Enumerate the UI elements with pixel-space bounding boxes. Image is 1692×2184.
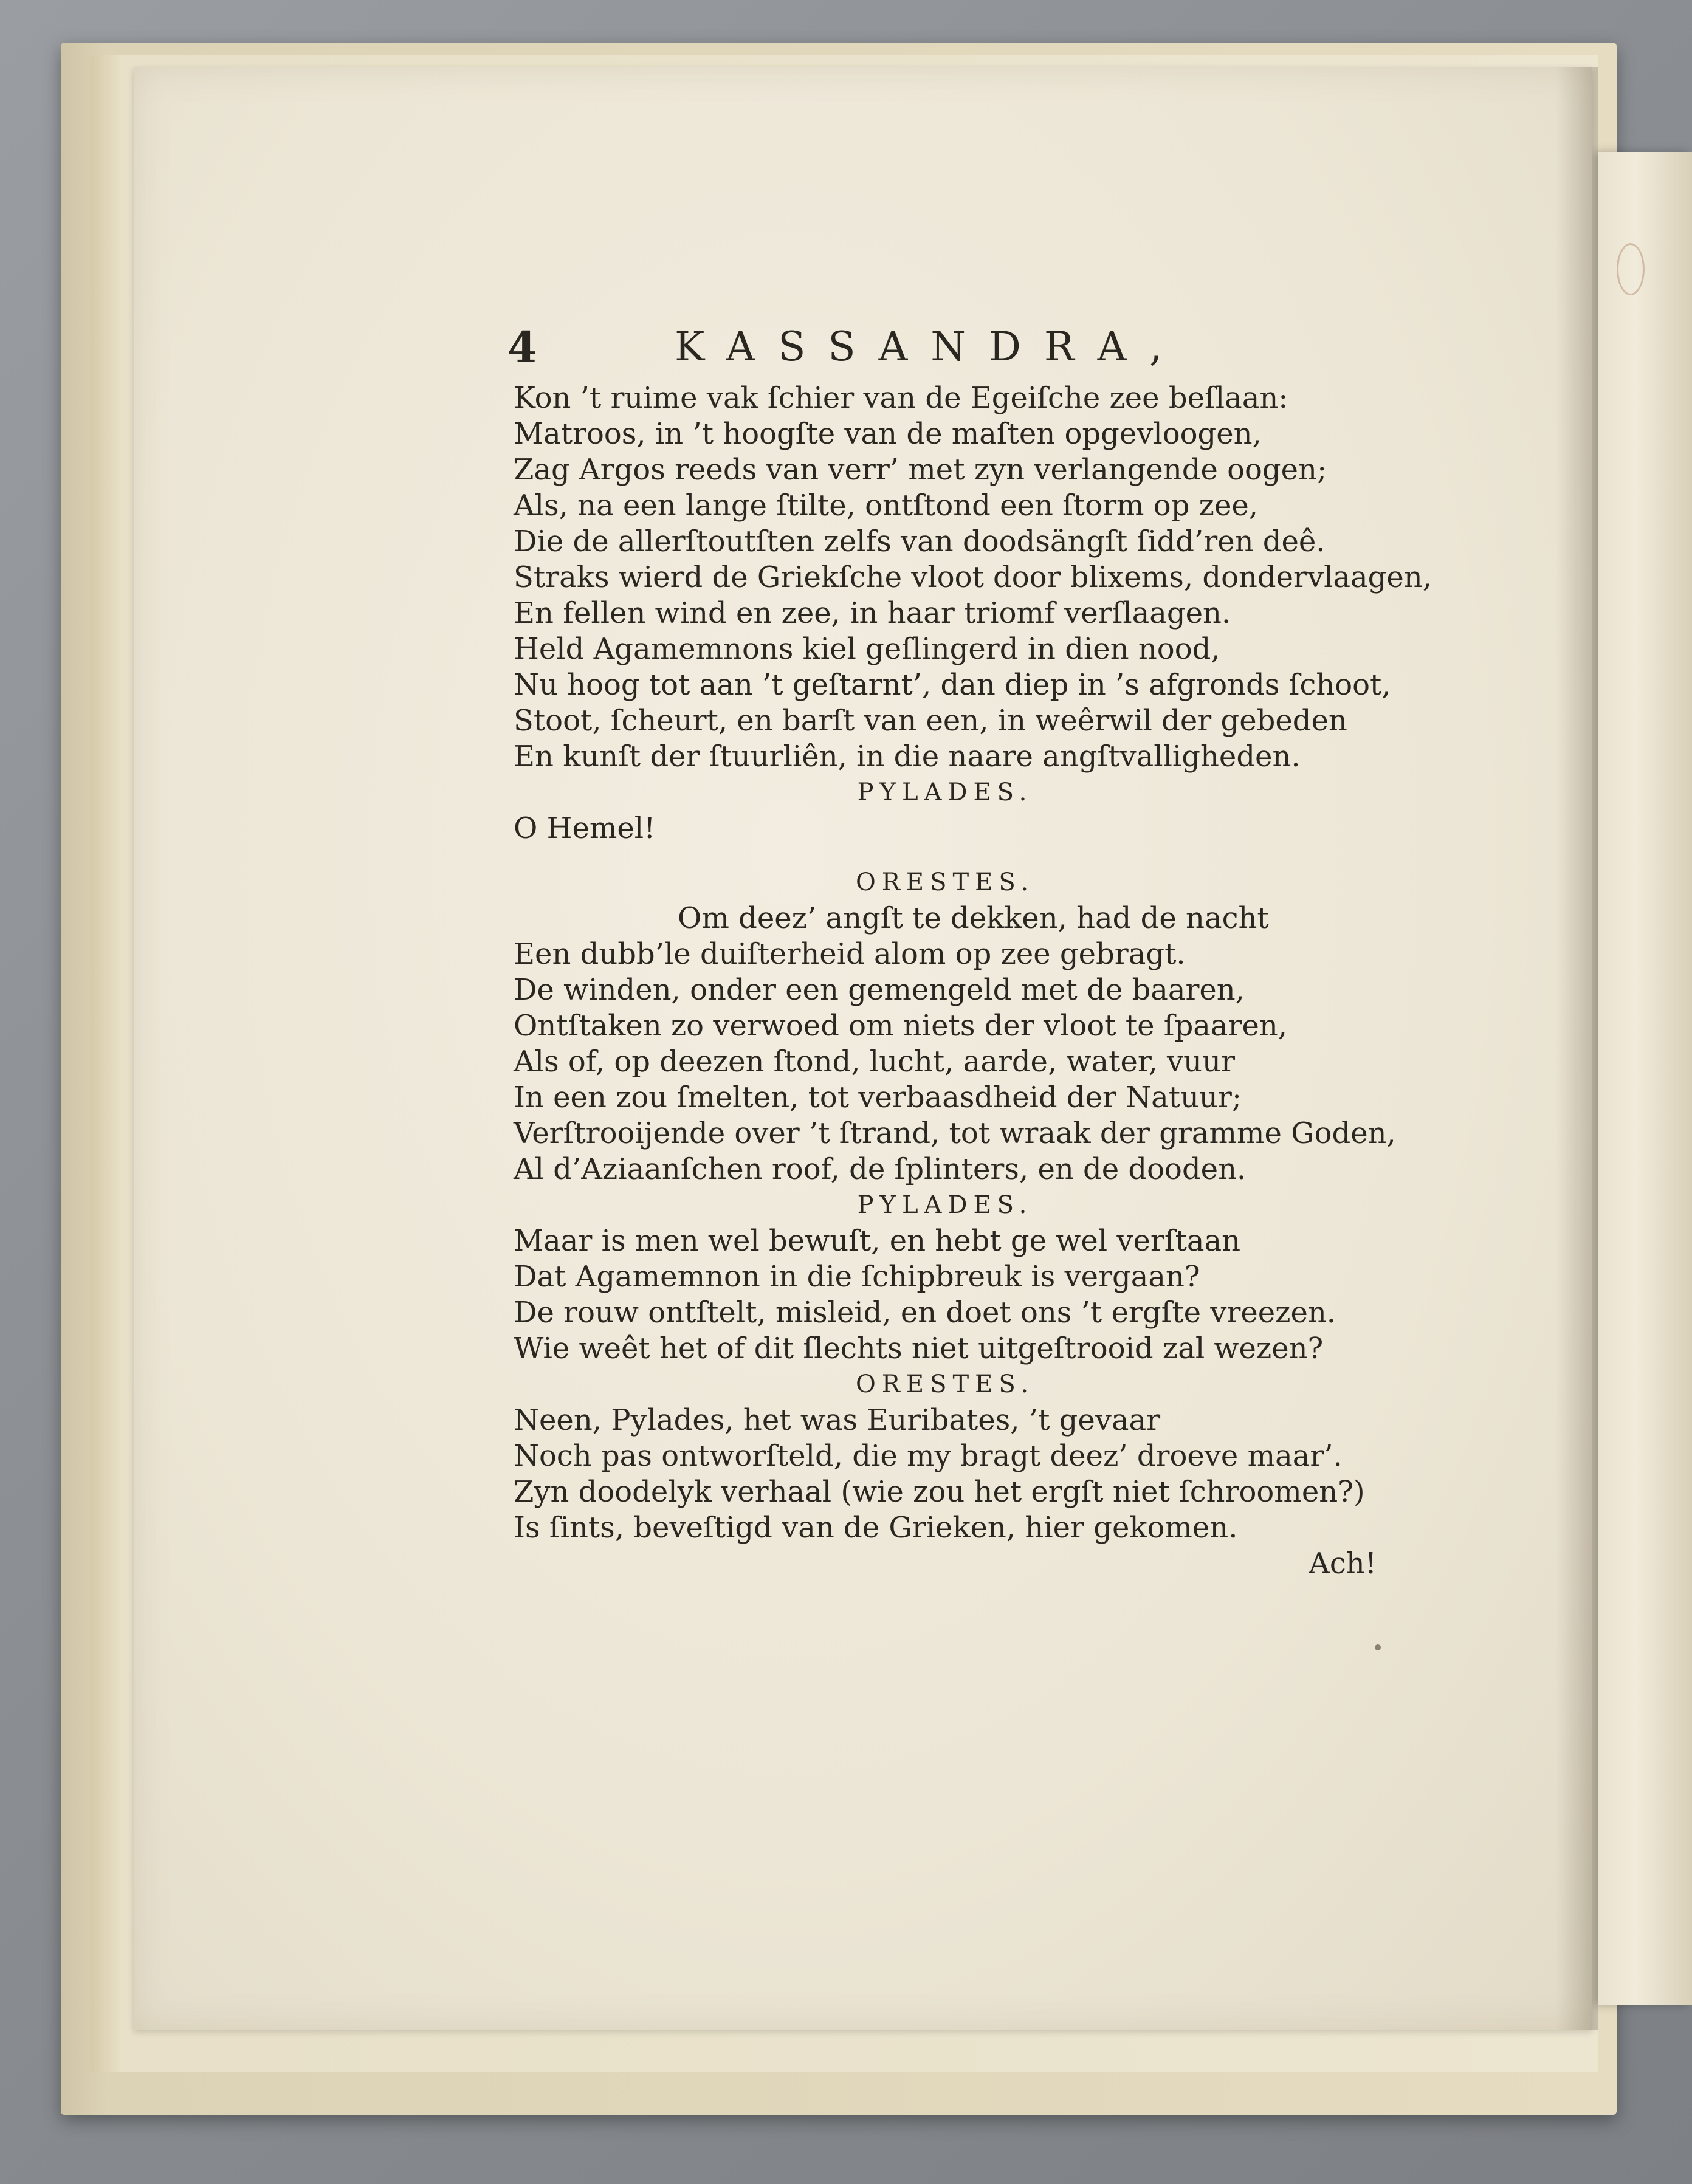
verse-line: In een zou ſmelten, tot verbaasdheid der Natuur;: [514, 1080, 1242, 1114]
verse-line: Wie weêt het of dit ſlechts niet uitgeſtrooid zal wezen?: [514, 1331, 1324, 1365]
verse-line: O Hemel!: [514, 811, 656, 845]
verse-line: Straks wierd de Griekſche vloot door blixems, dondervlaagen,: [514, 560, 1432, 594]
page-number: 4: [507, 322, 537, 373]
verse-line: Kon ’t ruime vak ſchier van de Egeiſche zee beſlaan:: [514, 381, 1288, 415]
verse-line: Dat Agamemnon in die ſchipbreuk is vergaan?: [514, 1260, 1200, 1294]
verse-line: Als, na een lange ſtilte, ontſtond een ſtorm op zee,: [514, 489, 1259, 523]
verse-line: Verſtrooijende over ’t ſtrand, tot wraak der gramme Goden,: [514, 1116, 1396, 1150]
catchword: Ach!: [1309, 1547, 1377, 1581]
verse-lines: [514, 380, 1432, 1546]
verse-line: Een dubb’le duiſterheid alom op zee gebragt.: [514, 937, 1186, 971]
verse-line: Al d’Aziaanſchen roof, de ſplinters, en de dooden.: [514, 1152, 1247, 1186]
facing-page-edge: [1598, 152, 1692, 2005]
speaker-heading: PYLADES.: [857, 778, 1033, 806]
verse-line: En fellen wind en zee, in haar triomf verſlaagen.: [514, 596, 1231, 630]
running-title: KASSANDRA,: [675, 323, 1186, 370]
verse-line: Om deez’ angſt te dekken, had de nacht: [678, 901, 1269, 935]
verse-line: Zyn doodelyk verhaal (wie zou het ergſt niet ſchroomen?): [514, 1475, 1365, 1509]
verse-line: De winden, onder een gemengeld met de baaren,: [514, 973, 1245, 1007]
verse-line: Neen, Pylades, het was Euribates, ’t gevaar: [514, 1403, 1161, 1437]
verse-line: Is ſints, beveſtigd van de Grieken, hier gekomen.: [514, 1511, 1238, 1545]
verse-line: Held Agamemnons kiel geſlingerd in dien nood,: [514, 632, 1220, 666]
verse-line: Stoot, ſcheurt, en barſt van een, in weêrwil der gebeden: [514, 704, 1347, 738]
paper-stain: [1617, 243, 1645, 295]
ink-speck: [1375, 1644, 1381, 1650]
verse-line: Matroos, in ’t hoogſte van de maſten opgevloogen,: [514, 417, 1262, 451]
speaker-heading: ORESTES.: [855, 1370, 1035, 1398]
verse-line: Die de allerſtoutſten zelfs van doodsängſt ſidd’ren deê.: [514, 524, 1326, 558]
verse-line: De rouw ontſtelt, misleid, en doet ons ’t ergſte vreezen.: [514, 1296, 1336, 1330]
gutter-shadow: [1556, 67, 1598, 2030]
verse-line: Als of, op deezen ſtond, lucht, aarde, water, vuur: [514, 1045, 1235, 1079]
speaker-heading: PYLADES.: [857, 1191, 1033, 1219]
page-header: [507, 316, 1377, 377]
line-gap: [514, 846, 1377, 865]
verse-line: Zag Argos reeds van verr’ met zyn verlangende oogen;: [514, 453, 1327, 487]
verse-line: Ontſtaken zo verwoed om niets der vloot te ſpaaren,: [514, 1009, 1288, 1043]
verse-line: Noch pas ontworſteld, die my bragt deez’ droeve maar’.: [514, 1439, 1343, 1473]
verse-line: En kunſt der ſtuurliên, in die naare angſtvalligheden.: [514, 740, 1301, 774]
verse-line: Maar is men wel bewuſt, en hebt ge wel verſtaan: [514, 1224, 1241, 1258]
speaker-heading: ORESTES.: [855, 868, 1035, 896]
page-text: [507, 316, 1432, 1582]
verse-line: Nu hoog tot aan ’t geſtarnt’, dan diep in ’s afgronds ſchoot,: [514, 668, 1391, 702]
